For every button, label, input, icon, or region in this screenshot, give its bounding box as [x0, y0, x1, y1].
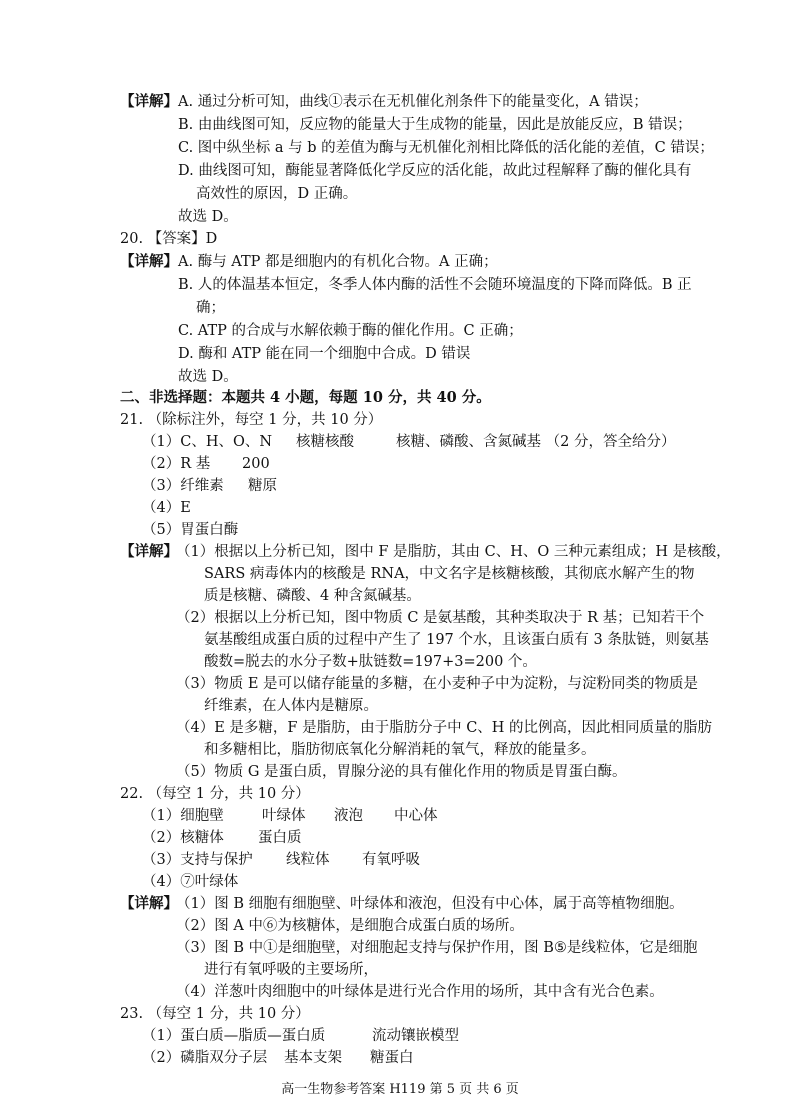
q19-detail-c: C. 图中纵坐标 a 与 b 的差值为酶与无机催化剂相比降低的活化能的差值，C 错误； [178, 140, 714, 156]
q21-detail-2a: （2）根据以上分析已知，图中物质 C 是氨基酸，其种类取决于 R 基；已知若干个 [176, 610, 705, 626]
q22-detail-label: 【详解】 [120, 895, 178, 912]
q22-detail-4: （4）洋葱叶肉细胞中的叶绿体是进行光合作用的场所，其中含有光合色素。 [176, 984, 664, 1000]
q19-detail-b: B. 由曲线图可知，反应物的能量大于生成物的能量，因此是放能反应，B 错误； [178, 117, 692, 133]
q22-detail-1: （1）图 B 细胞有细胞壁、叶绿体和液泡，但没有中心体，属于高等植物细胞。 [176, 896, 684, 912]
q20-detail-c: C. ATP 的合成与水解依赖于酶的催化作用。C 正确； [178, 323, 523, 339]
q22-a3c: 有氧呼吸 [362, 852, 420, 868]
q22-a1b: 叶绿体 [262, 808, 306, 824]
q22-detail-2: （2）图 A 中⑥为核糖体，是细胞合成蛋白质的场所。 [176, 918, 524, 934]
q21-detail-3b: 纤维素，在人体内是糖原。 [204, 698, 378, 714]
q21-detail-1a: （1）根据以上分析已知，图中 F 是脂肪，其由 C、H、O 三种元素组成；H 是核酸， [176, 544, 731, 560]
page-footer: 高一生物参考答案 H119 第 5 页 共 6 页 [281, 1082, 519, 1097]
q20-detail-b2: 确； [196, 300, 225, 316]
q20-conclusion: 故选 D。 [178, 369, 238, 385]
q20-detail-a: A. 酶与 ATP 都是细胞内的有机化合物。A 正确； [178, 254, 498, 270]
q21-a3b: 糖原 [248, 478, 277, 494]
q19-detail-a: A. 通过分析可知，曲线①表示在无机催化剂条件下的能量变化，A 错误； [178, 94, 648, 110]
q21-detail-4a: （4）E 是多糖，F 是脂肪，由于脂肪分子中 C、H 的比例高，因此相同质量的脂肪 [176, 720, 713, 736]
q22-a3: （3）支持与保护 [142, 852, 253, 868]
section2-heading: 二、非选择题：本题共 4 小题，每题 10 分，共 40 分。 [120, 389, 491, 406]
q21-a1: （1）C、H、O、N [142, 434, 273, 450]
q21-a2b: 200 [242, 456, 270, 472]
q21-a4: （4）E [142, 500, 191, 516]
q23-a2b: 基本支架 [284, 1050, 342, 1066]
q21-detail-label: 【详解】 [120, 543, 178, 560]
q21-detail-3a: （3）物质 E 是可以储存能量的多糖，在小麦种子中为淀粉，与淀粉同类的物质是 [176, 676, 699, 692]
q19-detail-d2: 高效性的原因，D 正确。 [196, 186, 358, 202]
q20-detail-label: 【详解】 [120, 253, 178, 270]
q21-detail-1c: 质是核糖、磷酸、4 种含氮碱基。 [204, 588, 421, 604]
q21-detail-5: （5）物质 G 是蛋白质，胃腺分泌的具有催化作用的物质是胃蛋白酶。 [176, 764, 627, 780]
q22-a2b: 蛋白质 [258, 830, 302, 846]
q21-detail-2c: 酸数=脱去的水分子数+肽链数=197+3=200 个。 [204, 654, 537, 670]
q22-detail-3a: （3）图 B 中①是细胞壁，对细胞起支持与保护作用，图 B⑤是线粒体，它是细胞 [176, 940, 698, 956]
q22-a3b: 线粒体 [286, 852, 330, 868]
q21-a1c: 核糖、磷酸、含氮碱基 （2 分，答全给分） [396, 434, 676, 450]
q21-header: 21. （除标注外，每空 1 分，共 10 分） [120, 412, 383, 428]
q21-detail-4b: 和多糖相比，脂肪彻底氧化分解消耗的氧气，释放的能量多。 [204, 742, 596, 758]
q19-detail-d1: D. 曲线图可知，酶能显著降低化学反应的活化能，故此过程解释了酶的催化具有 [178, 163, 692, 179]
q22-a1: （1）细胞壁 [142, 808, 224, 824]
q23-a1: （1）蛋白质—脂质—蛋白质 [142, 1028, 326, 1044]
q21-detail-1b: SARS 病毒体内的核酸是 RNA，中文名字是核糖核酸，其彻底水解产生的物 [204, 566, 695, 582]
q22-detail-3b: 进行有氧呼吸的主要场所， [204, 962, 378, 978]
q21-detail-2b: 氨基酸组成蛋白质的过程中产生了 197 个水，且该蛋白质有 3 条肽链，则氨基 [204, 632, 709, 648]
q22-a4: （4）⑦叶绿体 [142, 874, 239, 890]
q22-header: 22. （每空 1 分，共 10 分） [120, 786, 310, 802]
q21-a5: （5）胃蛋白酶 [142, 522, 239, 538]
q23-a2: （2）磷脂双分子层 [142, 1050, 268, 1066]
q23-header: 23. （每空 1 分，共 10 分） [120, 1006, 310, 1022]
q22-a1c: 液泡 [334, 808, 363, 824]
q23-a1b: 流动镶嵌模型 [372, 1028, 459, 1044]
q22-a1d: 中心体 [394, 808, 438, 824]
q21-a2: （2）R 基 [142, 456, 211, 472]
q19-detail-label: 【详解】 [120, 93, 178, 110]
q22-a2: （2）核糖体 [142, 830, 224, 846]
q23-a2c: 糖蛋白 [370, 1050, 414, 1066]
q20-detail-b1: B. 人的体温基本恒定，冬季人体内酶的活性不会随环境温度的下降而降低。B 正 [178, 277, 692, 293]
q20-answer: 20. 【答案】D [120, 231, 218, 247]
q21-a3: （3）纤维素 [142, 478, 224, 494]
q20-detail-d: D. 酶和 ATP 能在同一个细胞中合成。D 错误 [178, 346, 471, 362]
q21-a1b: 核糖核酸 [296, 434, 354, 450]
q19-conclusion: 故选 D。 [178, 209, 238, 225]
